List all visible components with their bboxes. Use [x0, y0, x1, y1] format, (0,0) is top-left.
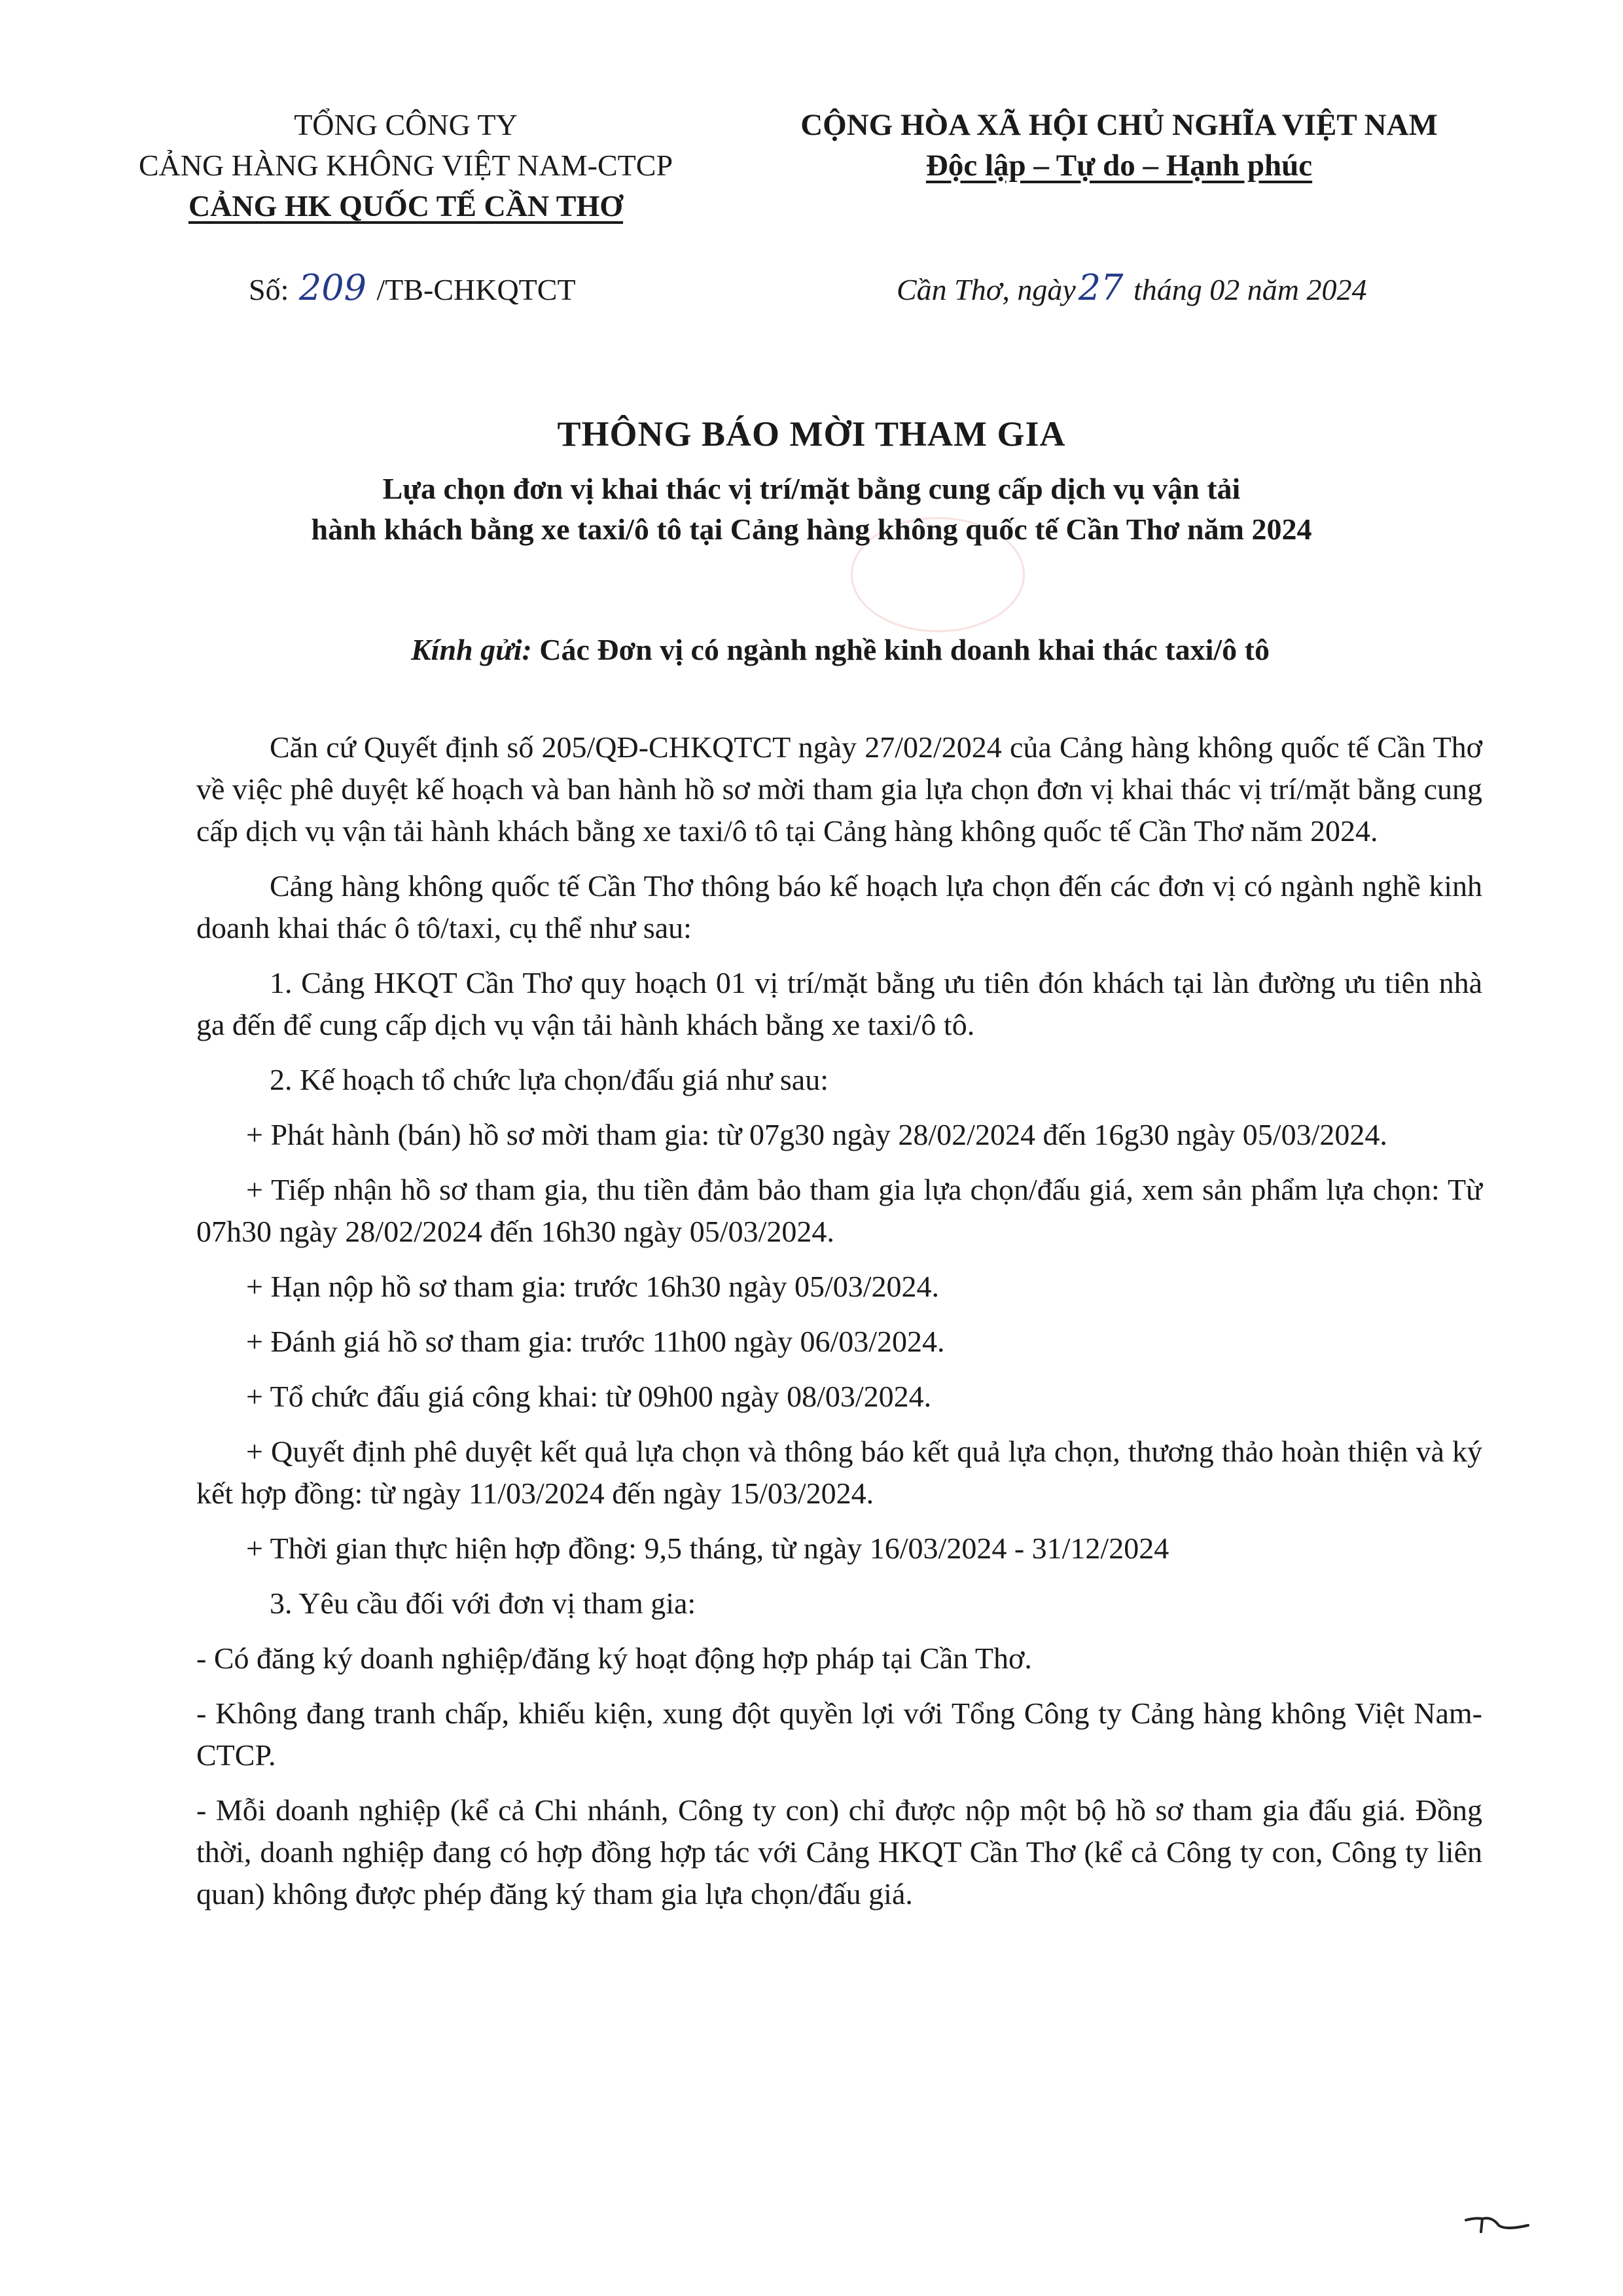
recipient-line: [411, 632, 1270, 667]
requirement-registration: - Có đăng ký doanh nghiệp/đăng ký hoạt động hợp pháp tại Cần Thơ.: [196, 1641, 1032, 1675]
document-number: [249, 267, 576, 308]
document-subtitle: [196, 469, 1427, 550]
requirement-no-dispute: - Không đang tranh chấp, khiếu kiện, xung đột quyền lợi với Tổng Công ty Cảng hàng không Việt Nam-CTCP.: [196, 1696, 1482, 1772]
schedule-contract-period: + Thời gian thực hiện hợp đồng: 9,5 tháng, từ ngày 16/03/2024 - 31/12/2024: [246, 1532, 1169, 1565]
doc-number-suffix: /TB-CHKQTCT: [368, 273, 576, 306]
doc-number-prefix: Số:: [249, 273, 296, 306]
schedule-auction: + Tổ chức đấu giá công khai: từ 09h00 ngày 08/03/2024.: [246, 1380, 932, 1413]
doc-number-handwritten: 209: [298, 267, 366, 308]
document-body: [196, 726, 1482, 1928]
org-line-1: TỔNG CÔNG TY: [294, 108, 518, 141]
requirement-single-bid: - Mỗi doanh nghiệp (kể cả Chi nhánh, Công ty con) chỉ được nộp một bộ hồ sơ tham gia đấu giá. Đồng thời, doanh nghiệp đang có hợp đồng hợp tác với Cảng HKQT Cần Thơ (kể cả Công ty con, Công ty liên quan) không được phép đăng ký tham gia lựa chọn/đấu giá.: [196, 1793, 1482, 1910]
date-prefix: Cần Thơ, ngày: [897, 273, 1076, 306]
subtitle-line-1: Lựa chọn đơn vị khai thác vị trí/mặt bằng cung cấp dịch vụ vận tải: [382, 472, 1241, 505]
recipient-label: Kính gửi:: [411, 633, 532, 666]
date-day-handwritten: 27: [1078, 267, 1124, 308]
org-line-2: CẢNG HÀNG KHÔNG VIỆT NAM-CTCP: [138, 149, 673, 182]
national-title: [746, 105, 1492, 186]
paragraph-item-3: 3. Yêu cầu đối với đơn vị tham gia:: [270, 1587, 696, 1620]
schedule-decision: + Quyết định phê duyệt kết quả lựa chọn và thông báo kết quả lựa chọn, thương thảo hoàn thiện và ký kết hợp đồng: từ ngày 11/03/2024 đến ngày 15/03/2024.: [196, 1435, 1482, 1510]
issue-date: [897, 267, 1366, 308]
issuing-organization: [131, 105, 681, 226]
schedule-evaluation: + Đánh giá hồ sơ tham gia: trước 11h00 ngày 06/03/2024.: [246, 1325, 945, 1358]
schedule-release: + Phát hành (bán) hồ sơ mời tham gia: từ 07g30 ngày 28/02/2024 đến 16g30 ngày 05/03/2024.: [246, 1118, 1387, 1151]
paragraph-item-1: 1. Cảng HKQT Cần Thơ quy hoạch 01 vị trí/mặt bằng ưu tiên đón khách tại làn đường ưu tiên nhà ga đến để cung cấp dịch vụ vận tải hành khách bằng xe taxi/ô tô.: [196, 966, 1482, 1041]
paragraph-legal-basis: Căn cứ Quyết định số 205/QĐ-CHKQTCT ngày 27/02/2024 của Cảng hàng không quốc tế Cần Thơ về việc phê duyệt kế hoạch và ban hành hồ sơ mời tham gia lựa chọn đơn vị khai thác vị trí/mặt bằng cung cấp dịch vụ vận tải hành khách bằng xe taxi/ô tô tại Cảng hàng không quốc tế Cần Thơ năm 2024.: [196, 730, 1482, 848]
document-title: THÔNG BÁO MỜI THAM GIA: [557, 414, 1066, 454]
paragraph-announcement: Cảng hàng không quốc tế Cần Thơ thông báo kế hoạch lựa chọn đến các đơn vị có ngành nghề kinh doanh khai thác ô tô/taxi, cụ thể như sau:: [196, 869, 1482, 944]
recipient-value: Các Đơn vị có ngành nghề kinh doanh khai thác taxi/ô tô: [539, 633, 1270, 666]
date-suffix: tháng 02 năm 2024: [1126, 273, 1367, 306]
initials-mark: [1463, 2206, 1535, 2238]
paragraph-item-2: 2. Kế hoạch tổ chức lựa chọn/đấu giá như sau:: [270, 1063, 829, 1096]
schedule-deadline: + Hạn nộp hồ sơ tham gia: trước 16h30 ngày 05/03/2024.: [246, 1270, 940, 1303]
schedule-receipt: + Tiếp nhận hồ sơ tham gia, thu tiền đảm bảo tham gia lựa chọn/đấu giá, xem sản phẩm lựa chọn: Từ 07h30 ngày 28/02/2024 đến 16h30 ngày 05/03/2024.: [196, 1173, 1482, 1248]
country-name: CỘNG HÒA XÃ HỘI CHỦ NGHĨA VIỆT NAM: [800, 108, 1438, 142]
subtitle-line-2: hành khách bằng xe taxi/ô tô tại Cảng hàng không quốc tế Cần Thơ năm 2024: [311, 512, 1312, 546]
org-line-3: CẢNG HK QUỐC TẾ CẦN THƠ: [188, 189, 624, 223]
national-motto: Độc lập – Tự do – Hạnh phúc: [925, 149, 1313, 183]
